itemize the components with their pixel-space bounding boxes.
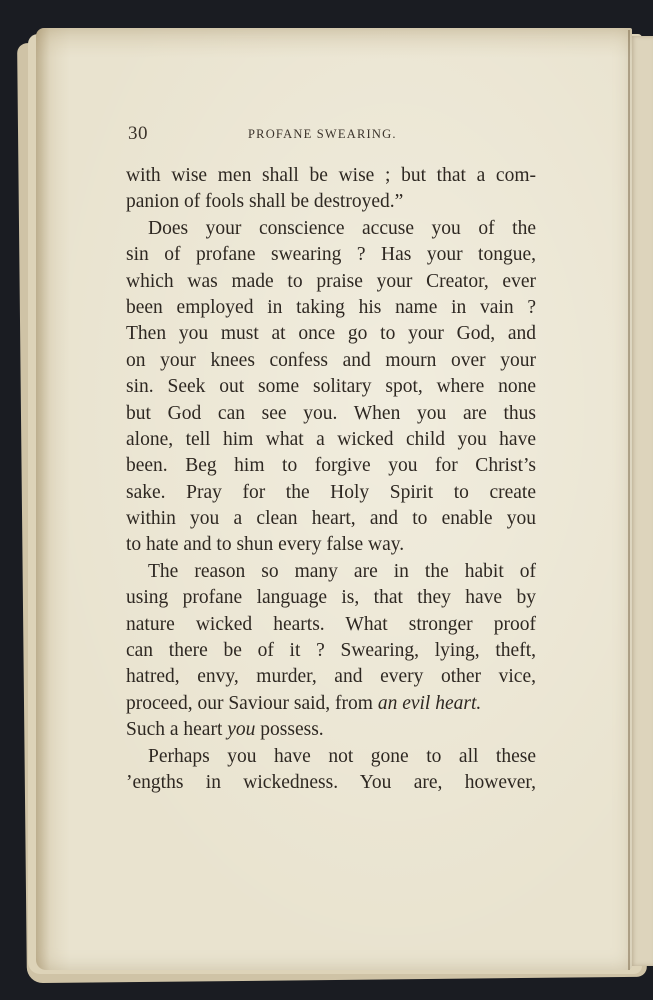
text-line: on your knees confess and mourn over your [126,349,536,371]
text-line: can there be of it ? Swearing, lying, theft, [126,640,536,662]
text-line: Perhaps you have not gone to all these [148,745,536,767]
body-text [126,163,536,796]
text-line: hatred, envy, murder, and every other vice, [126,666,536,688]
text-line: Does your conscience accuse you of the [148,217,536,239]
text-line [126,691,536,717]
text-line [126,717,536,743]
running-head: PROFANE SWEARING. [248,127,397,141]
text-line: with wise men shall be wise ; but that a com- [126,165,536,186]
italic-word: you [227,719,256,741]
text-line: to hate and to shun every false way. [126,534,405,556]
text-run: Such a heart [126,719,228,741]
italic-phrase: an evil heart. [377,692,482,714]
text-line: alone, tell him what a wicked child you have [126,428,536,450]
text-run: possess. [255,719,324,741]
text-line: sin of profane swearing ? Has your tongue, [126,244,536,266]
text-line: which was made to praise your Creator, ever [126,270,536,292]
page-header [128,123,536,145]
text-line: ’engths in wickedness. You are, however, [126,771,536,793]
text-line: but God can see you. When you are thus [126,402,536,424]
text-line: sin. Seek out some solitary spot, where none [126,376,536,398]
text-line: The reason so many are in the habit of [148,560,536,582]
page-number: 30 [128,123,148,144]
text-line: within you a clean heart, and to enable you [126,508,536,530]
text-line: Then you must at once go to your God, and [126,323,536,345]
gutter-crease [628,30,630,970]
text-line: been. Beg him to forgive you for Christ’s [126,455,536,477]
text-line: been employed in taking his name in vain ? [126,296,536,318]
text-line: sake. Pray for the Holy Spirit to create [126,481,536,503]
text-run: proceed, our Saviour said, from [126,692,378,714]
text-line: panion of fools shall be destroyed.” [126,191,404,213]
text-line: using profane language is, that they have by [126,587,536,609]
text-line: nature wicked hearts. What stronger proof [126,613,536,635]
facing-page-edge [630,36,653,966]
